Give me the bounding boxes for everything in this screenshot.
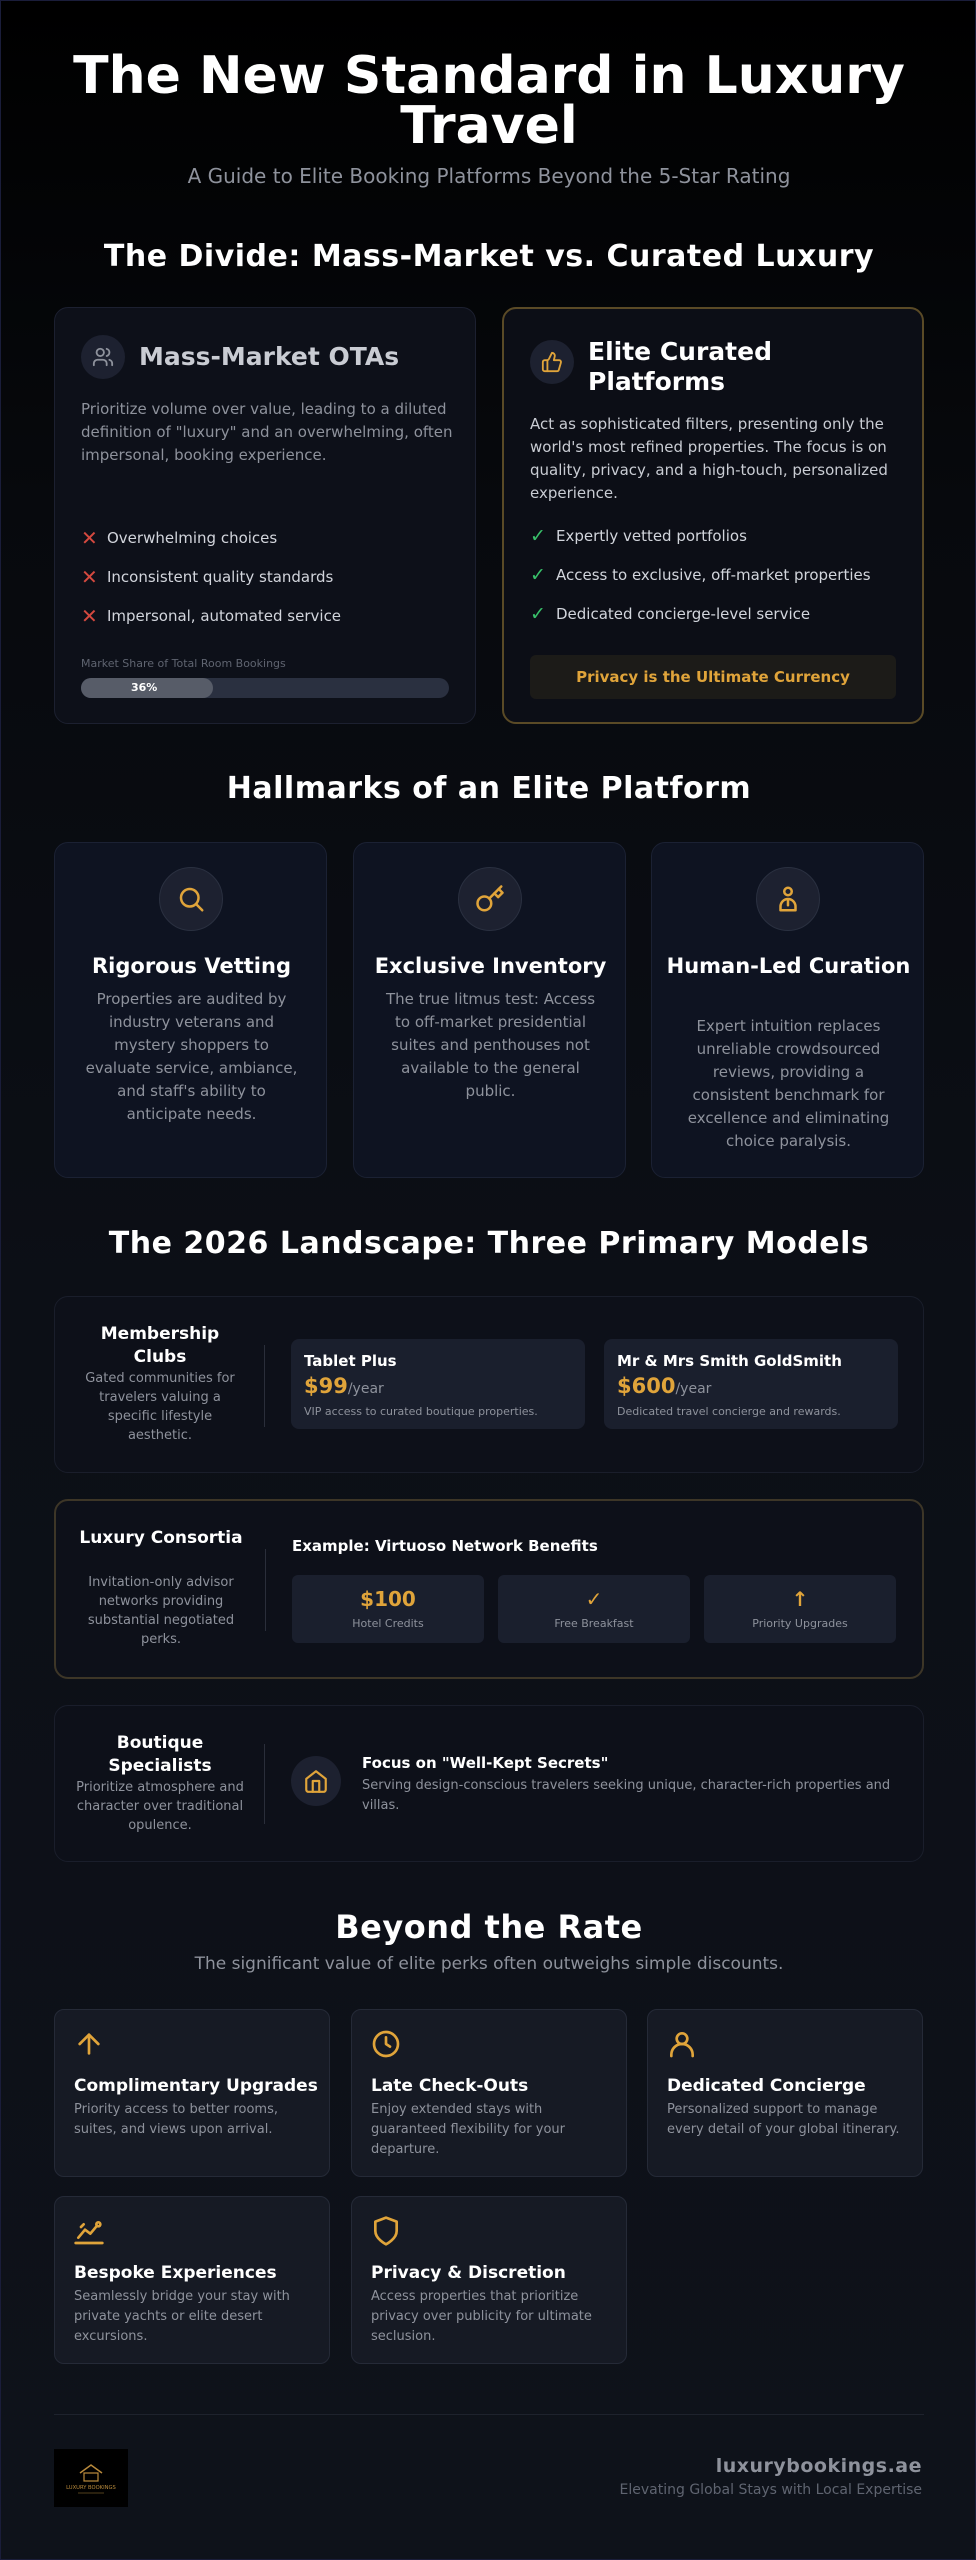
perk-description: Personalized support to manage every detail of your global itinerary. — [667, 2102, 900, 2137]
hallmark-title: Rigorous Vetting — [92, 954, 291, 978]
elite-point-2: ✓ Access to exclusive, off-market properties — [530, 564, 871, 586]
clock-icon — [370, 2028, 402, 2060]
plan-note: Dedicated travel concierge and rewards. — [617, 1405, 841, 1418]
arrow-up-icon — [73, 2028, 105, 2060]
model-divider — [265, 1549, 266, 1631]
hallmark-description: Properties are audited by industry veterans and mystery shoppers to evaluate service, ambiance, and staff's ability to anticipate needs. — [85, 990, 298, 1123]
plan-name: Mr & Mrs Smith GoldSmith — [617, 1352, 842, 1370]
boutique-focus-text: Serving design-conscious travelers seeking unique, character-rich properties and villas. — [362, 1778, 891, 1813]
hallmark-title: Exclusive Inventory — [374, 954, 607, 978]
footer-tagline: Elevating Global Stays with Local Expertise — [619, 2482, 922, 2498]
consortia-example-title: Example: Virtuoso Network Benefits — [292, 1537, 598, 1555]
model-name: Membership Clubs — [100, 1324, 220, 1367]
perk-card-late-checkout — [351, 2009, 627, 2177]
footer-site[interactable]: luxurybookings.ae — [715, 2455, 922, 2477]
mass-market-card — [54, 307, 476, 724]
key-icon — [458, 867, 522, 931]
perk-card-experiences — [54, 2196, 330, 2364]
check-icon: ✓ — [530, 525, 546, 547]
logo — [54, 2449, 128, 2507]
plan-price: $99/year — [304, 1374, 384, 1398]
arrow-up-icon: ↑ — [791, 1587, 809, 1611]
perk-description: Access properties that prioritize privacy over publicity for ultimate seclusion. — [371, 2289, 592, 2344]
benefit-hotel-credits — [292, 1575, 484, 1643]
perk-title: Privacy & Discretion — [371, 2263, 566, 2283]
mass-point-2: ✕ Inconsistent quality standards — [81, 565, 334, 589]
hallmark-description: The true litmus test: Access to off-market presidential suites and penthouses not available to the general public. — [385, 990, 596, 1100]
benefit-label: Priority Upgrades — [752, 1617, 848, 1630]
mass-point-1: ✕ Overwhelming choices — [81, 526, 278, 550]
perks-subheading: The significant value of elite perks often outweighs simple discounts. — [194, 1954, 784, 1974]
shield-icon — [370, 2215, 402, 2247]
perk-description: Seamlessly bridge your stay with private yachts or elite desert excursions. — [74, 2289, 290, 2344]
model-divider — [264, 1345, 265, 1427]
cross-icon: ✕ — [81, 526, 98, 550]
benefit-label: Hotel Credits — [352, 1617, 424, 1630]
market-share-label: Market Share of Total Room Bookings — [81, 657, 286, 670]
benefit-priority-upgrades — [704, 1575, 896, 1643]
model-name: Boutique Specialists — [108, 1733, 212, 1776]
membership-clubs-card — [54, 1296, 924, 1473]
mass-point-3: ✕ Impersonal, automated service — [81, 604, 342, 628]
perk-title: Bespoke Experiences — [74, 2263, 277, 2283]
plan-goldsmith — [604, 1339, 898, 1429]
boutique-specialists-card — [54, 1705, 924, 1862]
cross-icon: ✕ — [81, 565, 98, 589]
plan-price: $600/year — [617, 1374, 712, 1398]
boutique-focus-title: Focus on "Well-Kept Secrets" — [362, 1754, 609, 1772]
luxury-consortia-card — [54, 1499, 924, 1679]
elite-title: Elite Curated Platforms — [588, 337, 772, 396]
landscape-heading: The 2026 Landscape: Three Primary Models — [108, 1226, 870, 1261]
thumbs-up-icon — [530, 340, 574, 384]
perk-title: Late Check-Outs — [371, 2076, 529, 2096]
page-title: The New Standard in Luxury Travel — [73, 46, 905, 156]
logo-mark — [54, 2449, 128, 2507]
perk-description: Priority access to better rooms, suites, and views upon arrival. — [74, 2102, 278, 2137]
model-description: Invitation-only advisor networks providing substantial negotiated perks. — [87, 1575, 235, 1647]
plan-note: VIP access to curated boutique properties. — [304, 1405, 538, 1418]
benefit-value: $100 — [360, 1587, 416, 1611]
perk-title: Dedicated Concierge — [667, 2076, 866, 2096]
users-icon — [81, 335, 125, 379]
check-icon: ✓ — [585, 1587, 603, 1611]
hallmark-description: Expert intuition replaces unreliable crowdsourced reviews, providing a consistent benchmark for excellence and eliminating choice paralysis. — [687, 1017, 890, 1150]
model-name: Luxury Consortia — [79, 1528, 243, 1548]
ship-icon — [73, 2215, 105, 2247]
perk-card-upgrades — [54, 2009, 330, 2177]
hallmark-title: Human-Led Curation — [666, 954, 911, 978]
page-subtitle: A Guide to Elite Booking Platforms Beyond the 5-Star Rating — [187, 164, 791, 188]
model-description: Gated communities for travelers valuing a specific lifestyle aesthetic. — [85, 1371, 235, 1443]
hallmark-card-inventory — [353, 842, 626, 1178]
market-share-value: 36% — [131, 681, 158, 694]
elite-card — [502, 307, 924, 724]
benefit-free-breakfast — [498, 1575, 690, 1643]
model-divider — [264, 1744, 265, 1824]
perk-card-privacy — [351, 2196, 627, 2364]
hallmark-card-vetting — [54, 842, 327, 1178]
perk-description: Enjoy extended stays with guaranteed flexibility for your departure. — [371, 2102, 565, 2157]
hallmark-card-curation — [651, 842, 924, 1178]
perk-title: Complimentary Upgrades — [74, 2076, 318, 2096]
person-icon — [756, 867, 820, 931]
elite-point-3: ✓ Dedicated concierge-level service — [530, 603, 811, 625]
market-share-bar — [81, 678, 449, 698]
perk-card-concierge — [647, 2009, 923, 2177]
privacy-banner: Privacy is the Ultimate Currency — [530, 655, 896, 699]
mass-market-title: Mass-Market OTAs — [139, 342, 400, 371]
logo-text: LUXURY BOOKINGS — [66, 2485, 116, 2491]
elite-point-1: ✓ Expertly vetted portfolios — [530, 525, 747, 547]
plan-tablet-plus — [291, 1339, 585, 1429]
check-icon: ✓ — [530, 564, 546, 586]
footer-divider — [54, 2414, 924, 2415]
home-icon — [291, 1756, 341, 1806]
check-icon: ✓ — [530, 603, 546, 625]
benefit-label: Free Breakfast — [554, 1617, 634, 1630]
search-icon — [159, 867, 223, 931]
user-icon — [666, 2028, 698, 2060]
perks-heading: Beyond the Rate — [335, 1908, 643, 1946]
mass-market-description: Prioritize volume over value, leading to a diluted definition of "luxury" and an overwhelming, often impersonal, booking experience. — [81, 400, 453, 464]
hallmarks-heading: Hallmarks of an Elite Platform — [226, 771, 752, 806]
market-share-bar-fill — [81, 678, 213, 698]
elite-description: Act as sophisticated filters, presenting only the world's most refined properties. The focus is on quality, privacy, and a high-touch, personalized experience. — [530, 415, 888, 502]
cross-icon: ✕ — [81, 604, 98, 628]
plan-name: Tablet Plus — [304, 1352, 397, 1370]
divide-heading: The Divide: Mass-Market vs. Curated Luxury — [103, 239, 875, 274]
model-description: Prioritize atmosphere and character over traditional opulence. — [76, 1780, 244, 1833]
